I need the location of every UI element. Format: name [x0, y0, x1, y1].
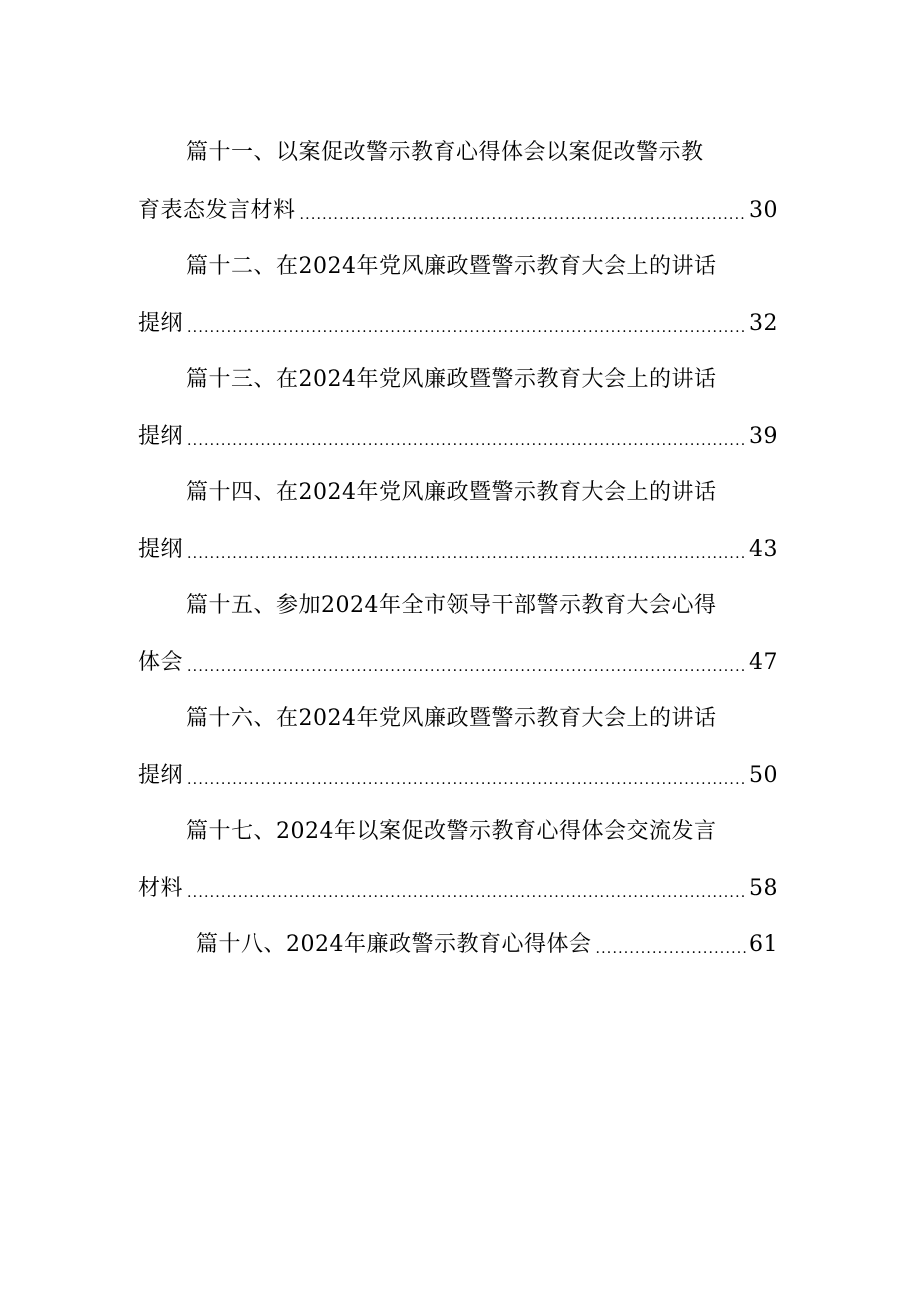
toc-entry-15-title-cont: 体会	[138, 650, 184, 675]
toc-entry-16-page: 50	[749, 763, 778, 788]
toc-entry-13-continuation[interactable]	[138, 422, 778, 452]
toc-entry-11-page: 30	[749, 198, 778, 223]
toc-leader-dots	[187, 656, 747, 678]
toc-leader-dots	[187, 317, 747, 339]
toc-entry-14-title-cont: 提纲	[138, 537, 184, 562]
toc-entry-17-title[interactable]: 篇十七、2024年以案促改警示教育心得体会交流发言	[186, 819, 717, 844]
toc-entry-16-title[interactable]: 篇十六、在2024年党风廉政暨警示教育大会上的讲话	[186, 706, 717, 731]
toc-entry-14-title[interactable]: 篇十四、在2024年党风廉政暨警示教育大会上的讲话	[186, 480, 717, 505]
toc-entry-18-page: 61	[749, 932, 778, 957]
toc-leader-dots	[187, 882, 747, 904]
toc-entry-14-continuation[interactable]	[138, 535, 778, 565]
toc-entry-18[interactable]	[196, 930, 778, 960]
toc-entry-12-title-cont: 提纲	[138, 311, 184, 336]
toc-leader-dots	[596, 938, 748, 960]
toc-entry-13-title[interactable]: 篇十三、在2024年党风廉政暨警示教育大会上的讲话	[186, 367, 717, 392]
toc-entry-14-page: 43	[749, 537, 778, 562]
toc-leader-dots	[300, 204, 747, 226]
toc-entry-11-continuation[interactable]	[138, 196, 778, 226]
toc-entry-15-title[interactable]: 篇十五、参加2024年全市领导干部警示教育大会心得	[186, 593, 717, 618]
toc-entry-13-page: 39	[749, 424, 778, 449]
toc-leader-dots	[187, 769, 747, 791]
toc-entry-12-title[interactable]: 篇十二、在2024年党风廉政暨警示教育大会上的讲话	[186, 254, 717, 279]
toc-entry-11-title-cont: 育表态发言材料	[138, 198, 296, 223]
toc-leader-dots	[187, 430, 747, 452]
toc-leader-dots	[187, 543, 747, 565]
toc-entry-12-page: 32	[749, 311, 778, 336]
toc-entry-11-title[interactable]: 篇十一、以案促改警示教育心得体会以案促改警示教	[186, 140, 704, 165]
toc-entry-17-page: 58	[749, 876, 778, 901]
toc-entry-16-continuation[interactable]	[138, 761, 778, 791]
toc-entry-17-continuation[interactable]	[138, 874, 778, 904]
toc-entry-13-title-cont: 提纲	[138, 424, 184, 449]
toc-entry-15-continuation[interactable]	[138, 648, 778, 678]
toc-entry-18-title: 篇十八、2024年廉政警示教育心得体会	[196, 932, 592, 957]
toc-entry-16-title-cont: 提纲	[138, 763, 184, 788]
toc-entry-17-title-cont: 材料	[138, 876, 184, 901]
toc-entry-15-page: 47	[749, 650, 778, 675]
toc-entry-12-continuation[interactable]	[138, 309, 778, 339]
